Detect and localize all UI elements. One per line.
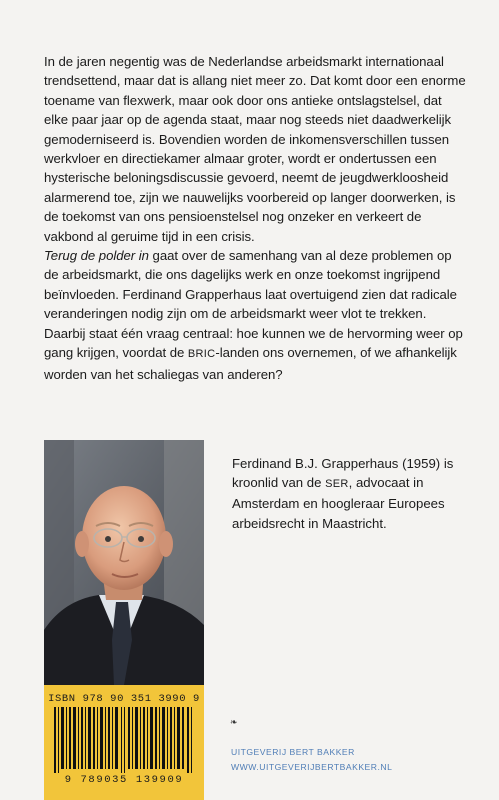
author-bio-part-2: , advocaat in Amsterdam en hoogleraar Europees arbeidsrecht in Maastricht.	[232, 475, 445, 531]
publisher-name: UITGEVERIJ BERT BAKKER	[231, 747, 355, 757]
author-photo	[44, 440, 204, 685]
publisher-block	[231, 745, 392, 775]
isbn-label: ISBN 978 90 351 3990 9	[48, 693, 200, 705]
author-bio-part-1: Ferdinand B.J. Grapperhaus (1959) is kroonlid van de	[232, 456, 454, 491]
blurb-paragraph-1: In de jaren negentig was de Nederlandse arbeidsmarkt internationaal trendsettend, maar dat is allang niet meer zo. Dat komt door een enorme toename van flexwerk, maar ook door ons antieke ontslagstelsel, dat elke paar jaar op de agenda staat, maar nog steeds niet daadwerkelijk gemoderniseerd is. Bovendien worden de inkomensverschillen tussen werkvloer en directiekamer almaar groter, wordt er ondertussen een hysterische beloningsdiscussie gevoerd, neemt de jeugdwerkloosheid alarmerend toe, zijn we nauwelijks voorbereid op langer doorwerken, is de toekomst van ons pensioenstelsel nog onzeker en verkeert de vakbond al geruime tijd in een crisis.	[44, 54, 466, 244]
barcode-bars	[52, 707, 196, 773]
author-bio	[232, 454, 472, 533]
blurb-text	[44, 52, 469, 384]
author-bio-text	[232, 454, 472, 533]
blurb-paragraph-2	[44, 246, 469, 384]
ser-acronym: SER	[325, 478, 349, 491]
bric-acronym: BRIC	[187, 348, 216, 361]
publisher-url[interactable]: WWW.UITGEVERIJBERTBAKKER.NL	[231, 762, 393, 772]
barcode-digits: 9 789035 139909	[64, 774, 184, 786]
ornament-icon: ❧	[230, 717, 238, 727]
book-title: Terug de polder in	[44, 248, 149, 264]
blurb-paragraph-2-end: -landen ons overnemen, of we afhankelijk worden van het schaliegas van anderen?	[44, 345, 457, 382]
barcode-panel	[44, 685, 204, 800]
blurb-paragraph-2-text: gaat over de samenhang van al deze problemen op de arbeidsmarkt, die ons dagelijks werk en onze toekomst ingrijpend beïnvloeden. Ferdinand Grapperhaus laat overtuigend zien dat radicale veranderingen nodig zijn om de arbeidsmarkt weer vlot te trekken. Daarbij staat één vraag centraal: hoe kunnen we de hervorming weer op gang krijgen, voordat de	[44, 248, 463, 361]
